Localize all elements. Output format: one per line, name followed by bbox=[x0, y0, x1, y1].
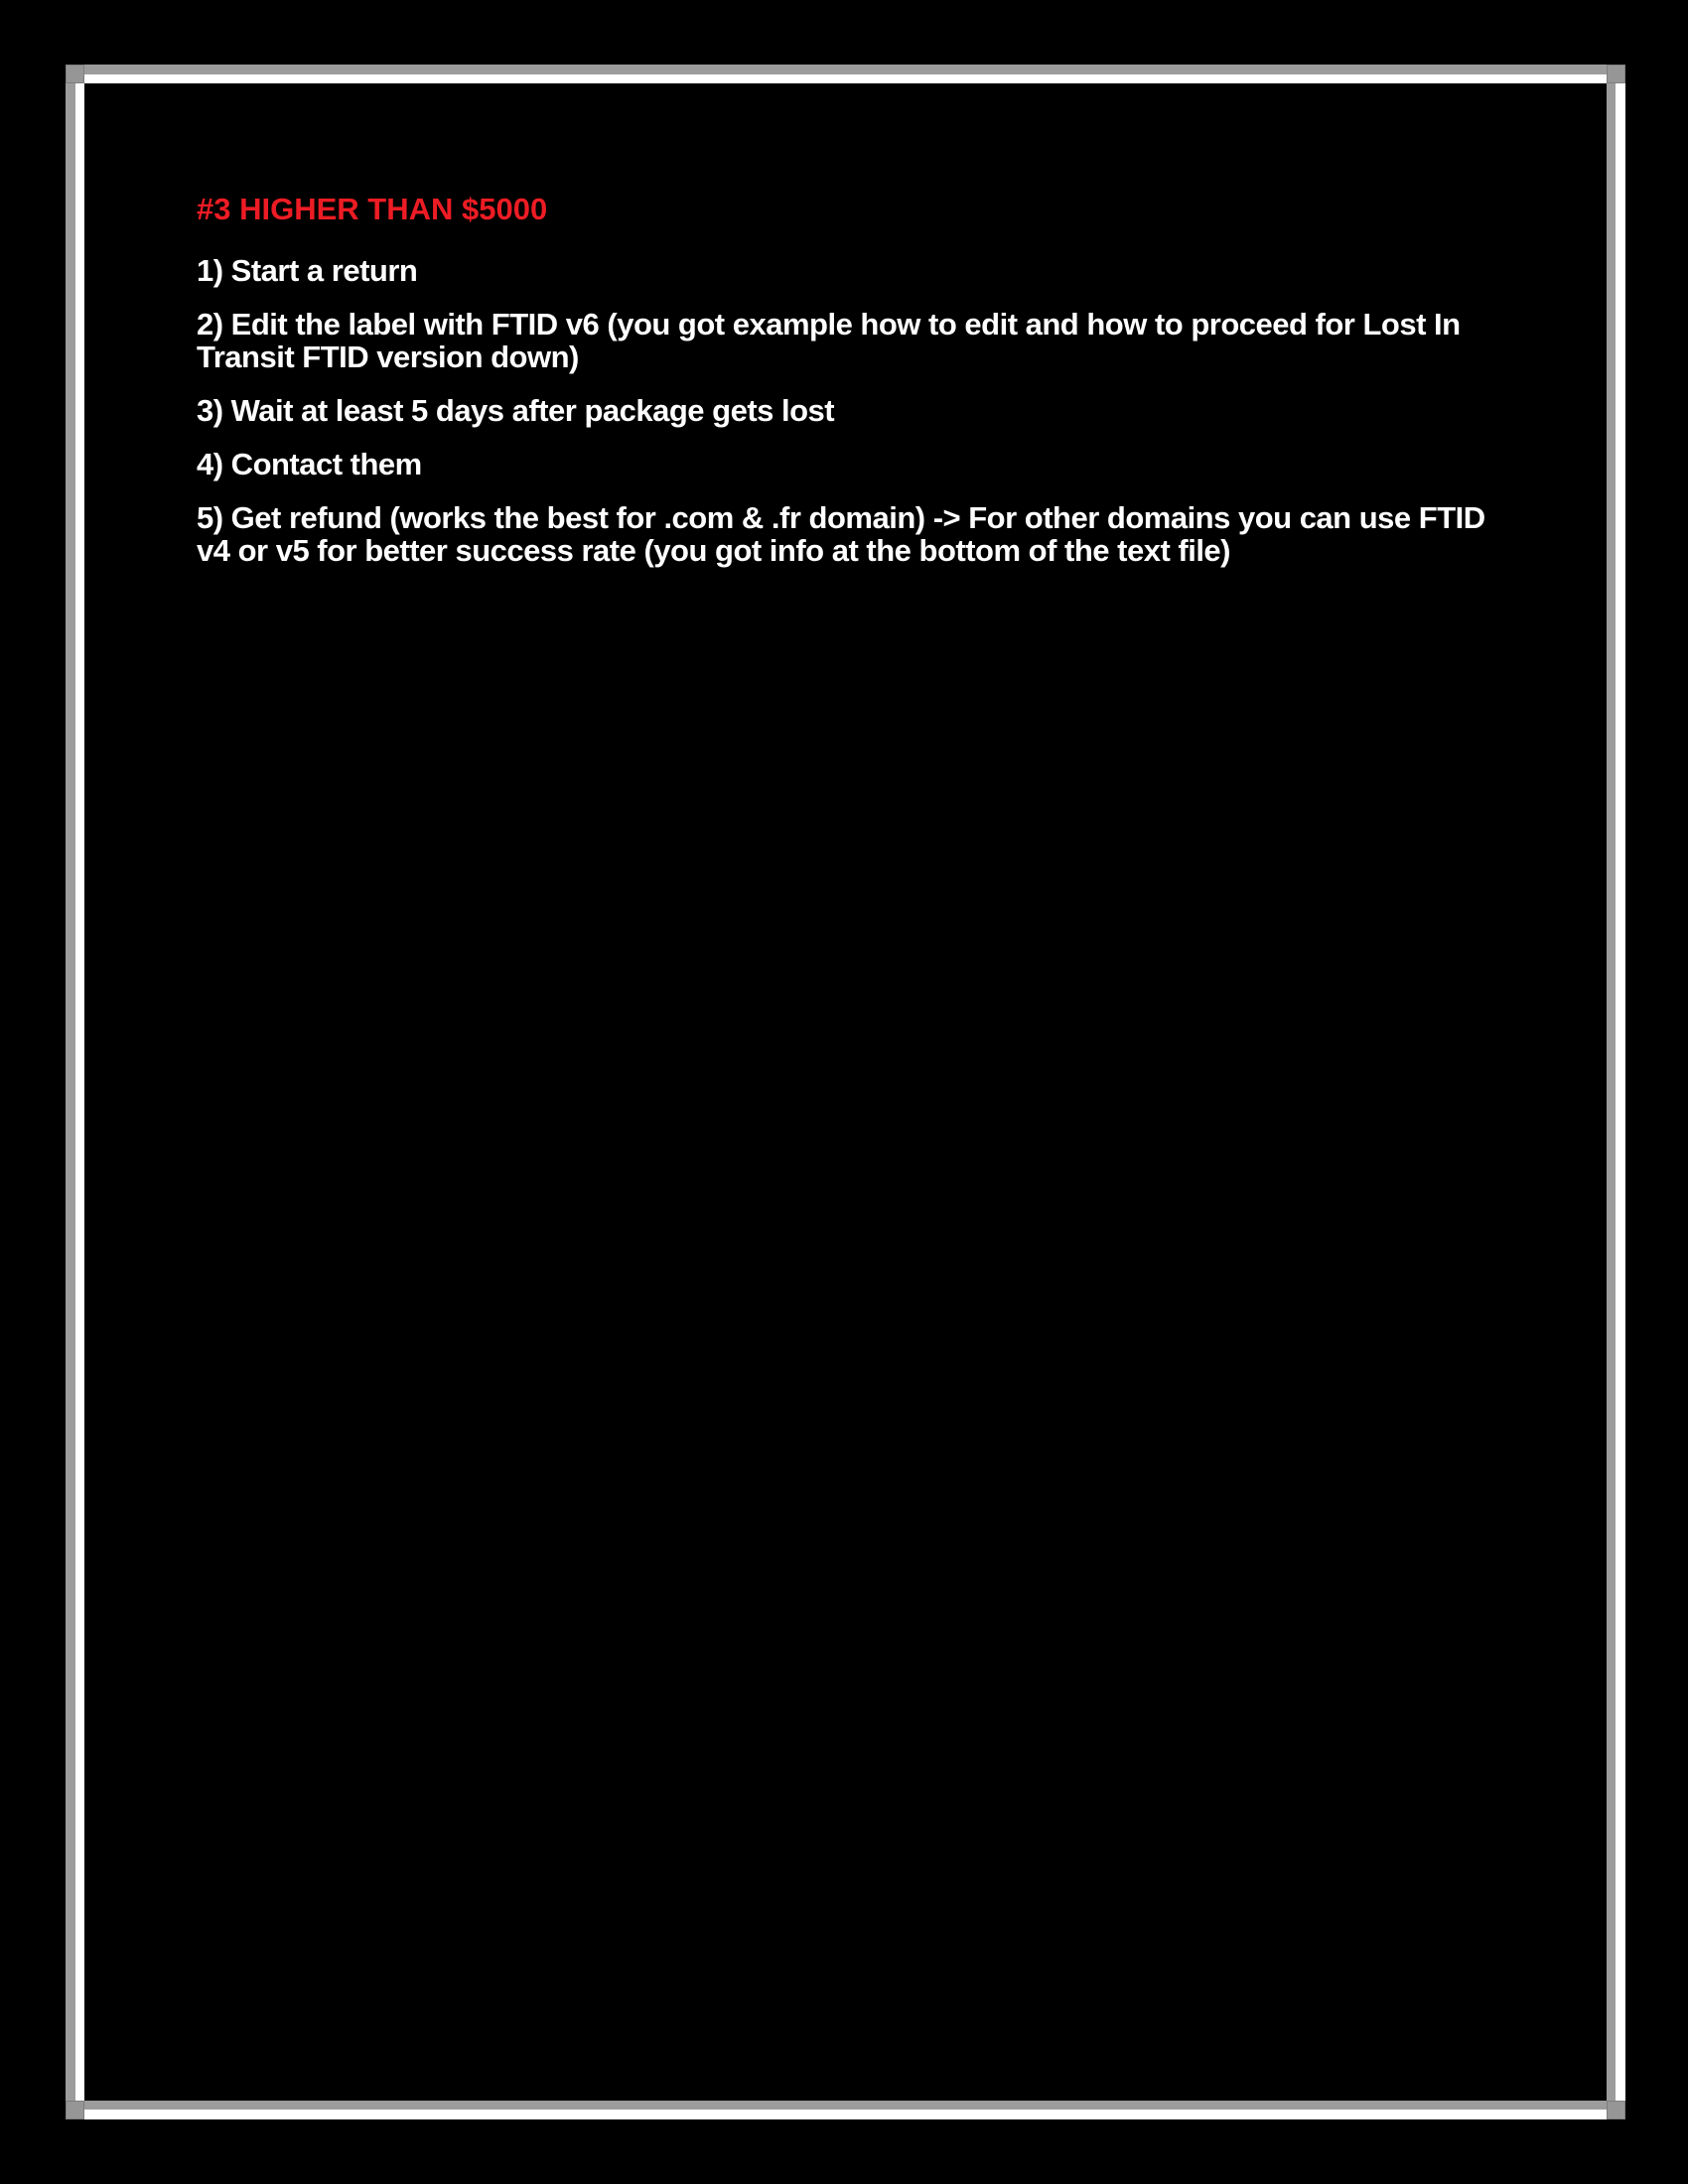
section-heading: #3 HIGHER THAN $5000 bbox=[197, 192, 548, 226]
frame-corner-bottom-right bbox=[1607, 2101, 1625, 2119]
step-line: v4 or v5 for better success rate (you got info at the bottom of the text file) bbox=[197, 533, 1230, 568]
frame-corner-top-left bbox=[66, 65, 84, 83]
step-line: 4) Contact them bbox=[197, 447, 422, 481]
frame-corner-top-right bbox=[1607, 65, 1625, 83]
document-page bbox=[84, 83, 1607, 2101]
step-line: 1) Start a return bbox=[197, 253, 418, 288]
step-line: Transit FTID version down) bbox=[197, 340, 579, 374]
step-item-3 bbox=[197, 394, 1547, 427]
step-item-2 bbox=[197, 308, 1547, 373]
step-line: 3) Wait at least 5 days after package gets lost bbox=[197, 393, 835, 428]
page-frame-inner bbox=[75, 74, 1616, 2110]
step-item-5 bbox=[197, 501, 1547, 567]
step-item-1 bbox=[197, 254, 1547, 287]
frame-corner-bottom-left bbox=[66, 2101, 84, 2119]
step-line: 5) Get refund (works the best for .com & .fr domain) -> For other domains you can use FTID bbox=[197, 500, 1485, 535]
step-item-4 bbox=[197, 448, 1547, 480]
page-frame-outer bbox=[66, 65, 1625, 2119]
step-line: 2) Edit the label with FTID v6 (you got example how to edit and how to proceed for Lost In bbox=[197, 307, 1461, 341]
